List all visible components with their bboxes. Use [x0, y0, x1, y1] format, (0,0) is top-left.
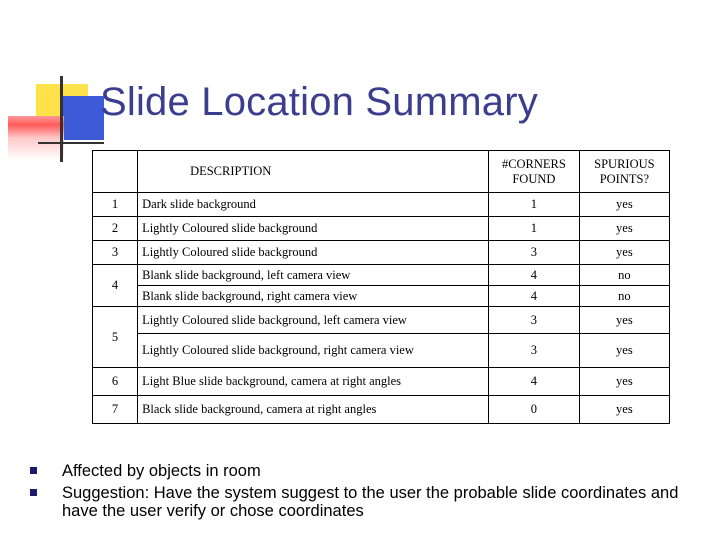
row-number: 5 [93, 307, 138, 368]
row-corners: 4 [489, 286, 580, 307]
row-spurious: no [579, 286, 669, 307]
row-description: Black slide background, camera at right angles [138, 396, 489, 424]
logo-horizontal-line [38, 142, 104, 144]
row-spurious: yes [579, 217, 669, 241]
row-spurious: yes [579, 193, 669, 217]
row-spurious: yes [579, 241, 669, 265]
table-row [93, 307, 670, 334]
table-row [93, 334, 670, 368]
row-corners: 3 [489, 334, 580, 368]
table-row [93, 368, 670, 396]
row-description: Light Blue slide background, camera at right angles [138, 368, 489, 396]
row-number: 6 [93, 368, 138, 396]
slide-title: Slide Location Summary [100, 80, 538, 124]
square-bullet-icon [30, 467, 37, 474]
row-corners: 0 [489, 396, 580, 424]
table-header-row [93, 151, 670, 193]
row-corners: 4 [489, 265, 580, 286]
row-description: Lightly Coloured slide background, right camera view [138, 334, 489, 368]
row-corners: 4 [489, 368, 580, 396]
table-row [93, 241, 670, 265]
row-spurious: yes [579, 396, 669, 424]
row-corners: 3 [489, 307, 580, 334]
table-row [93, 265, 670, 286]
row-spurious: yes [579, 307, 669, 334]
row-spurious: no [579, 265, 669, 286]
row-description: Blank slide background, right camera view [138, 286, 489, 307]
row-description: Dark slide background [138, 193, 489, 217]
row-number: 1 [93, 193, 138, 217]
list-item [30, 462, 710, 480]
row-spurious: yes [579, 368, 669, 396]
row-description: Blank slide background, left camera view [138, 265, 489, 286]
row-description: Lightly Coloured slide background [138, 217, 489, 241]
logo-vertical-line [60, 76, 63, 162]
row-corners: 1 [489, 193, 580, 217]
header-description: DESCRIPTION [138, 151, 489, 193]
square-bullet-icon [30, 489, 37, 496]
note-text: Affected by objects in room [62, 462, 261, 480]
row-number: 3 [93, 241, 138, 265]
row-spurious: yes [579, 334, 669, 368]
row-number: 2 [93, 217, 138, 241]
list-item [30, 484, 710, 520]
logo-blue-square [62, 96, 104, 140]
row-corners: 1 [489, 217, 580, 241]
header-spurious: SPURIOUS POINTS? [579, 151, 669, 193]
table-row [93, 286, 670, 307]
logo-red-square [8, 116, 64, 160]
table-row [93, 217, 670, 241]
row-description: Lightly Coloured slide background, left camera view [138, 307, 489, 334]
note-text: Suggestion: Have the system suggest to the user the probable slide coordinates and have the user verify or chose coordinates [62, 484, 679, 520]
header-corners: #CORNERS FOUND [489, 151, 580, 193]
row-corners: 3 [489, 241, 580, 265]
table-row [93, 193, 670, 217]
table-row [93, 396, 670, 424]
notes-list [30, 462, 710, 524]
row-number: 4 [93, 265, 138, 307]
row-description: Lightly Coloured slide background [138, 241, 489, 265]
row-number: 7 [93, 396, 138, 424]
header-number [93, 151, 138, 193]
summary-table [92, 150, 670, 424]
